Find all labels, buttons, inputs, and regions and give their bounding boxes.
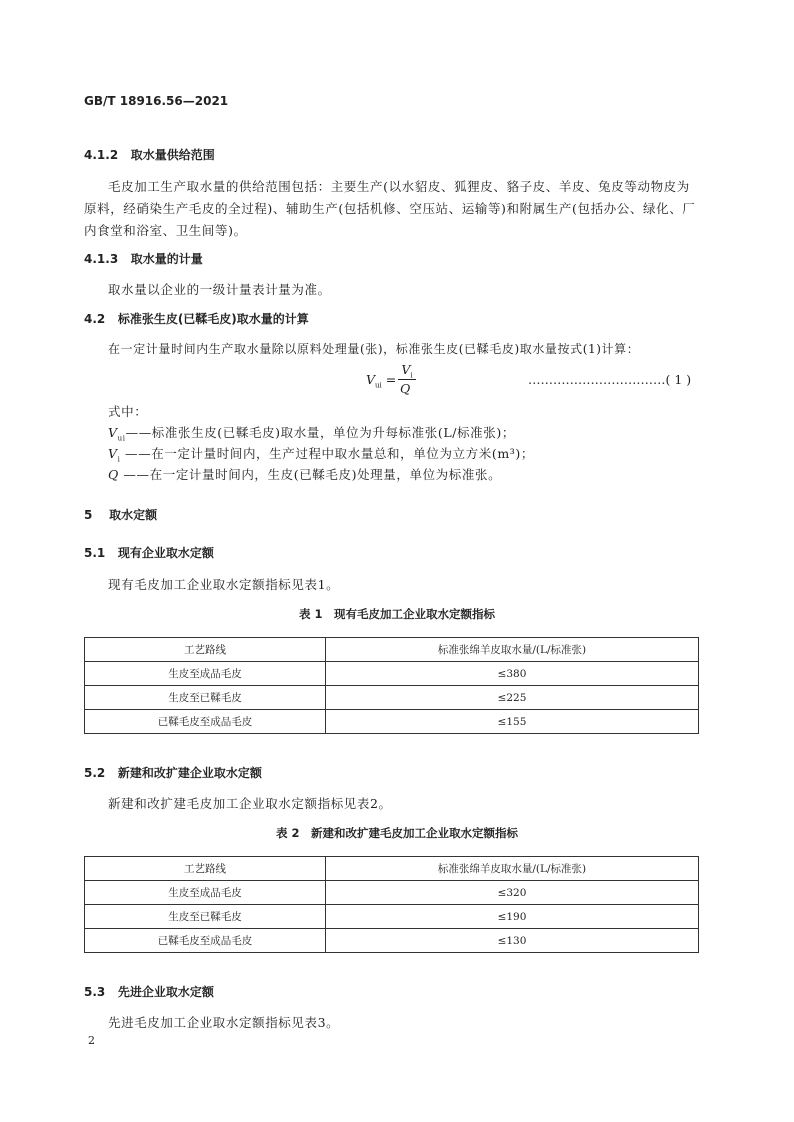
page-number: 2 <box>88 1034 95 1047</box>
column-header: 标准张绵羊皮取水量/(L/标准张) <box>326 857 699 881</box>
paragraph: 毛皮加工生产取水量的供给范围包括：主要生产(以水貂皮、狐狸皮、貉子皮、羊皮、兔皮等动物皮为 <box>108 179 690 194</box>
table-row <box>85 686 699 710</box>
definition: $V_i$ ——在一定计量时间内，生产过程中取水量总和，单位为立方米(m³)； <box>108 446 534 464</box>
table-2-caption: 表 2 新建和改扩建毛皮加工企业取水定额指标 <box>275 826 518 840</box>
standard-number: GB/T 18916.56—2021 <box>84 94 229 108</box>
table-cell: ≤130 <box>326 929 699 953</box>
table-header-row <box>85 857 699 881</box>
table-cell: ≤225 <box>326 686 699 710</box>
paragraph: 内食堂和浴室、卫生间等)。 <box>84 223 247 238</box>
table-row <box>85 929 699 953</box>
table-row <box>85 905 699 929</box>
table-1 <box>84 637 699 734</box>
table-cell: ≤320 <box>326 881 699 905</box>
table-1-caption: 表 1 现有毛皮加工企业取水定额指标 <box>298 607 495 621</box>
table-row <box>85 881 699 905</box>
table-cell: 已鞣毛皮至成品毛皮 <box>85 710 326 734</box>
heading-5-1: 5.1 现有企业取水定额 <box>84 546 214 560</box>
heading-4-2: 4.2 标准张生皮(已鞣毛皮)取水量的计算 <box>84 312 309 326</box>
paragraph: 现有毛皮加工企业取水定额指标见表1。 <box>108 577 340 592</box>
equation-number: ……………………………( 1 ) <box>528 372 692 387</box>
table-row <box>85 662 699 686</box>
table-cell: 生皮至已鞣毛皮 <box>85 686 326 710</box>
heading-4-1-3: 4.1.3 取水量的计量 <box>84 252 203 266</box>
column-header: 工艺路线 <box>85 638 326 662</box>
document-page: GB/T 18916.56—2021 4.1.2 取水量供给范围 毛皮加工生产取水量的供给范围包括：主要生产(以水貂皮、狐狸皮、貉子皮、羊皮、兔皮等动物皮为 原料，经硝染生产毛皮的全过程)、辅助生产(包括机修、空压站、运输等)和附属生产(包括办公、绿化、厂 内食堂和浴室、卫生间等)。 4.1.3 取水量的计量 取水量以企业的一级计量表计量为准。 4.2 标准张生皮(已鞣毛皮)取水量的计算 在一定计量时间内生产取水量除以原料处理量(张)，标准张生皮(已鞣毛皮)取水量按式(1)计算： $V_{ui}$ = $V_i$ Q ……………………………( 1 ) 式中： $V_{ui}——$标准张生皮(已鞣毛皮)取水量，单位为升每标准张(L/标准张)； $V_i$ ——在一定计量时间内，生产过程中取水量总和，单位为立方米(m³)； Q ——在一定计量时间内，生皮(已鞣毛皮)处理量，单位为标准张。 5 取水定额 5.1 现有企业取水定额 现有毛皮加工企业取水定额指标见表1。 表 1 现有毛皮加工企业取水定额指标 工艺路线 标准张绵羊皮取水量/(L/标准张) 生皮至成品毛皮 ≤380 生皮至已鞣毛皮 ≤225 已鞣毛皮至成品毛皮 ≤155 5.2 新建和改扩建企业取水定额 新建和改扩建毛皮加工企业取水定额指标见表2。 表 2 新建和改扩建毛皮加工企业取水定额指标 工艺路线 标准张绵羊皮取水量/(L/标准张) 生皮至成品毛皮 ≤320 生皮至已鞣毛皮 ≤190 已鞣毛皮至成品毛皮 ≤130 5.3 先进企业取水定额 先进毛皮加工企业取水定额指标见表3。 2 <box>0 0 794 1122</box>
paragraph: 在一定计量时间内生产取水量除以原料处理量(张)，标准张生皮(已鞣毛皮)取水量按式(1)计算： <box>108 342 640 356</box>
table-cell: 生皮至成品毛皮 <box>85 881 326 905</box>
paragraph: 原料，经硝染生产毛皮的全过程)、辅助生产(包括机修、空压站、运输等)和附属生产(包括办公、绿化、厂 <box>84 201 696 216</box>
table-row <box>85 710 699 734</box>
table-cell: ≤380 <box>326 662 699 686</box>
definition: $V_{ui}——$标准张生皮(已鞣毛皮)取水量，单位为升每标准张(L/标准张)； <box>108 425 515 443</box>
column-header: 标准张绵羊皮取水量/(L/标准张) <box>326 638 699 662</box>
where-label: 式中： <box>108 404 148 419</box>
table-cell: ≤190 <box>326 905 699 929</box>
heading-5: 5 取水定额 <box>84 508 158 522</box>
heading-4-1-2: 4.1.2 取水量供给范围 <box>84 148 215 162</box>
paragraph: 先进毛皮加工企业取水定额指标见表3。 <box>108 1015 340 1030</box>
table-cell: ≤155 <box>326 710 699 734</box>
heading-5-2: 5.2 新建和改扩建企业取水定额 <box>84 766 262 780</box>
table-cell: 生皮至成品毛皮 <box>85 662 326 686</box>
paragraph: 取水量以企业的一级计量表计量为准。 <box>108 282 331 297</box>
paragraph: 新建和改扩建毛皮加工企业取水定额指标见表2。 <box>108 796 392 811</box>
table-cell: 已鞣毛皮至成品毛皮 <box>85 929 326 953</box>
table-2 <box>84 856 699 953</box>
table-header-row <box>85 638 699 662</box>
column-header: 工艺路线 <box>85 857 326 881</box>
definition: Q ——在一定计量时间内，生皮(已鞣毛皮)处理量，单位为标准张。 <box>108 467 502 482</box>
table-cell: 生皮至已鞣毛皮 <box>85 905 326 929</box>
heading-5-3: 5.3 先进企业取水定额 <box>84 985 214 999</box>
